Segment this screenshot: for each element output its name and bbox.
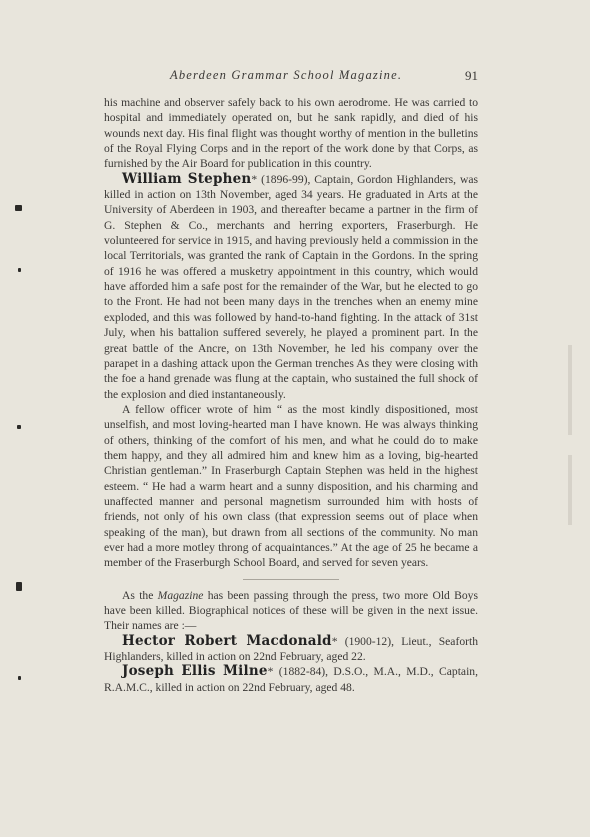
obituary-name: Hector Robert Macdonald [122,632,332,649]
binding-hole-mark [16,582,22,591]
obituary-text: * (1900-12), Lieut., Seaforth Highlanders, killed in action on 22nd February, aged 22. [104,634,478,664]
obituary-milne [104,664,478,695]
bleed-through-mark [568,455,572,525]
obituary-name: Joseph Ellis Milne [122,663,268,680]
running-header [104,68,478,86]
bleed-through-mark [568,345,572,435]
article-body [104,95,478,695]
press-note-start: As the [122,588,158,602]
press-note-end: has been passing through the press, two more Old Boys have been killed. Biographical notices of these will be given in the next issue. Their names are :— [104,588,478,633]
binding-hole-mark [18,268,21,272]
obituary-text: * (1882-84), D.S.O., M.A., M.D., Captain, R.A.M.C., killed in action on 22nd February, aged 48. [104,665,478,694]
page-number: 91 [465,68,478,83]
paragraph-tribute: A fellow officer wrote of him “ as the most kindly dispositioned, most unselfish, and most loving-hearted man I have known. He was always thinking of others, thinking of the comfort of his men, and what he could do to make them happy, and they all admired him and knew him as a loving, big-hearted Christian gentleman.” In Fraserburgh Captain Stephen was held in the highest esteem. “ He had a warm heart and a sunny disposition, and his charming and unaffected manner and personal magnetism surrounded him with hosts of friends, not only of his own class (that expression seems out of place when speaking of the man), but drawn from all sections of the community. No man ever had a more motley throng of acquaintances.” At the age of 25 he became a member of the Fraserburgh School Board, and served for seven years. [104,402,478,570]
paragraph-continuation: his machine and observer safely back to his own aerodrome. He was carried to hospital and immediately operated on, but he sank rapidly, and died of his wounds next day. His final flight was thought worthy of mention in the bulletins of the Royal Flying Corps and in the report of the work done by that Corps, as furnished by the Air Board for publication in this country. [104,96,478,171]
obituary-text: * (1896-99), Captain, Gordon Highlanders, was killed in action on 13th November, aged 34 years. He graduated in Arts at the University of Aberdeen in 1903, and thereafter became a partner in the firm of G. Stephen & Co., merchants and herring exporters, Fraserburgh. He volunteered for service in 1915, and having previously held a commission in the local Territorials, was granted the rank of Captain in the Gordons. In the spring of 1916 he was offered a musketry appointment in this country, which would have afforded him a safe post for the remainder of the War, but he elected to go to the Front. He had not been many days in the trenches when an enemy mine exploded, and this was followed by hand-to-hand fighting. In the attack of 31st July, when his battalion suffered severely, he played a prominent part. In the great battle of the Ancre, on 13th November, he led his company over the parapet in a dashing attack upon the German trenches As they were closing with the foe a hand grenade was flung at the captain, who sustained the full shock of the explosion and died instantaneously. [104,172,479,401]
running-title: Aberdeen Grammar School Magazine. [170,68,403,82]
obituary-name: William Stephen [122,170,252,187]
obituary-macdonald [104,634,478,665]
obituary-stephen [104,172,478,402]
binding-hole-mark [18,676,21,680]
section-divider [243,579,339,580]
magazine-word: Magazine [157,588,204,602]
paragraph-press-note [104,588,478,634]
binding-hole-mark [15,205,22,211]
binding-hole-mark [17,425,21,429]
